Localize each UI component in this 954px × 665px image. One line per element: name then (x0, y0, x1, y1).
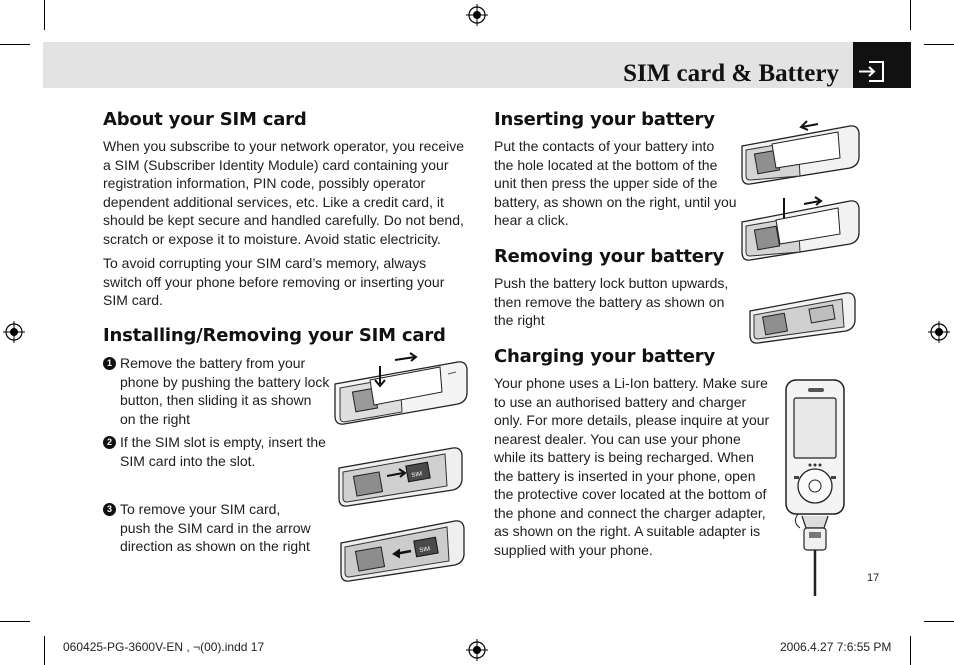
step-number-badge: 1 (103, 357, 116, 370)
text-line: battery, as shown on the right, until you (494, 193, 737, 210)
crop-mark (44, 0, 45, 30)
battery-insert-illustration (738, 118, 862, 188)
crop-mark (0, 44, 30, 45)
crop-mark (910, 636, 911, 665)
step-number-badge: 3 (103, 503, 116, 516)
battery-press-illustration (738, 192, 862, 264)
charging-battery-paragraph (494, 374, 779, 559)
about-sim-paragraph-2 (103, 254, 473, 310)
page-number: 17 (867, 572, 880, 584)
crop-mark (44, 636, 45, 665)
page-title: SIM card & Battery (623, 60, 839, 87)
text-line: the protective cover located at the bottom of (494, 486, 767, 502)
sim-card-label: SIM (411, 471, 423, 480)
step-number-badge: 2 (103, 436, 116, 449)
sim-card-label: SIM (419, 546, 431, 555)
text-line: Push the battery lock button upwards, (494, 275, 729, 291)
text-line: If the SIM slot is empty, insert the (120, 434, 326, 450)
text-line: on the right (120, 410, 191, 427)
text-line: Remove the battery from your (120, 355, 306, 371)
about-sim-heading: About your SIM card (103, 109, 307, 130)
text-line: hear a click. (494, 212, 569, 228)
battery-lock-illustration (746, 285, 858, 345)
battery-removal-illustration (330, 352, 470, 430)
text-line: while its battery is being recharged. When (494, 449, 754, 465)
text-line: only. For more details, please inquire at your (494, 412, 770, 428)
text-line: scratch or expose it to moisture. Avoid static electricity. (103, 230, 441, 247)
inserting-battery-heading: Inserting your battery (494, 109, 715, 130)
text-line: nearest dealer. You can use your phone (494, 430, 741, 447)
about-sim-paragraph-1 (103, 137, 473, 248)
text-line: a SIM (Subscriber Identity Module) card containing your (103, 156, 449, 173)
footer-file-info: 060425-PG-3600V-EN , ¬(00).indd 17 (63, 640, 265, 654)
inserting-battery-paragraph (494, 137, 744, 230)
crop-mark (924, 621, 954, 622)
sim-insert-illustration (335, 440, 465, 510)
section-tab (853, 42, 911, 88)
registration-mark-icon (466, 639, 488, 661)
text-line: as shown on the right. A suitable adapter is (494, 523, 761, 539)
sim-removal-illustration (337, 513, 467, 585)
install-step-3 (103, 500, 333, 556)
text-line: phone by pushing the battery lock (120, 373, 330, 390)
text-line: should be kept secure and handled carefully. Do not bend, (103, 212, 464, 228)
registration-mark-icon (928, 321, 950, 343)
text-line: Your phone uses a Li-Ion battery. Make sure (494, 375, 768, 391)
text-line: switch off your phone before removing or inserting your (103, 273, 445, 290)
text-line: SIM card into the slot. (120, 452, 256, 469)
install-step-1 (103, 354, 333, 428)
crop-mark (924, 44, 954, 45)
text-line: direction as shown on the right (120, 538, 310, 554)
text-line: SIM card. (103, 292, 163, 308)
text-line: To remove your SIM card, (120, 501, 281, 517)
removing-battery-heading: Removing your battery (494, 246, 724, 267)
text-line: the hole located at the bottom of the (494, 156, 718, 173)
text-line: to use an authorised battery and charger (494, 393, 747, 410)
text-line: registration information, PIN code, possibly operator (103, 175, 426, 191)
footer-timestamp: 2006.4.27 7:6:55 PM (780, 640, 892, 654)
text-line: To avoid corrupting your SIM card’s memory, always (103, 255, 427, 271)
text-line: button, then sliding it as shown (120, 392, 312, 408)
text-line: the phone and connect the charger adapter, (494, 504, 766, 521)
registration-mark-icon (3, 321, 25, 343)
text-line: the battery is inserted in your phone, open (494, 467, 756, 484)
crop-mark (0, 621, 30, 622)
install-step-2 (103, 433, 333, 470)
text-line: When you subscribe to your network operator, you receive (103, 138, 465, 154)
text-line: then remove the battery as shown on (494, 293, 725, 310)
text-line: push the SIM card in the arrow (120, 519, 311, 536)
text-line: dependent additional services, etc. Like a credit card, it (103, 193, 444, 210)
text-line: unit then press the upper side of the (494, 175, 718, 191)
registration-mark-icon (466, 4, 488, 26)
charging-battery-heading: Charging your battery (494, 346, 715, 367)
removing-battery-paragraph (494, 274, 744, 330)
enter-arrow-icon (857, 59, 887, 85)
install-sim-heading: Installing/Removing your SIM card (103, 325, 446, 346)
text-line: Put the contacts of your battery into (494, 138, 715, 154)
text-line: supplied with your phone. (494, 541, 653, 558)
crop-mark (910, 0, 911, 30)
text-line: the right (494, 312, 545, 328)
phone-charging-illustration (782, 378, 852, 598)
